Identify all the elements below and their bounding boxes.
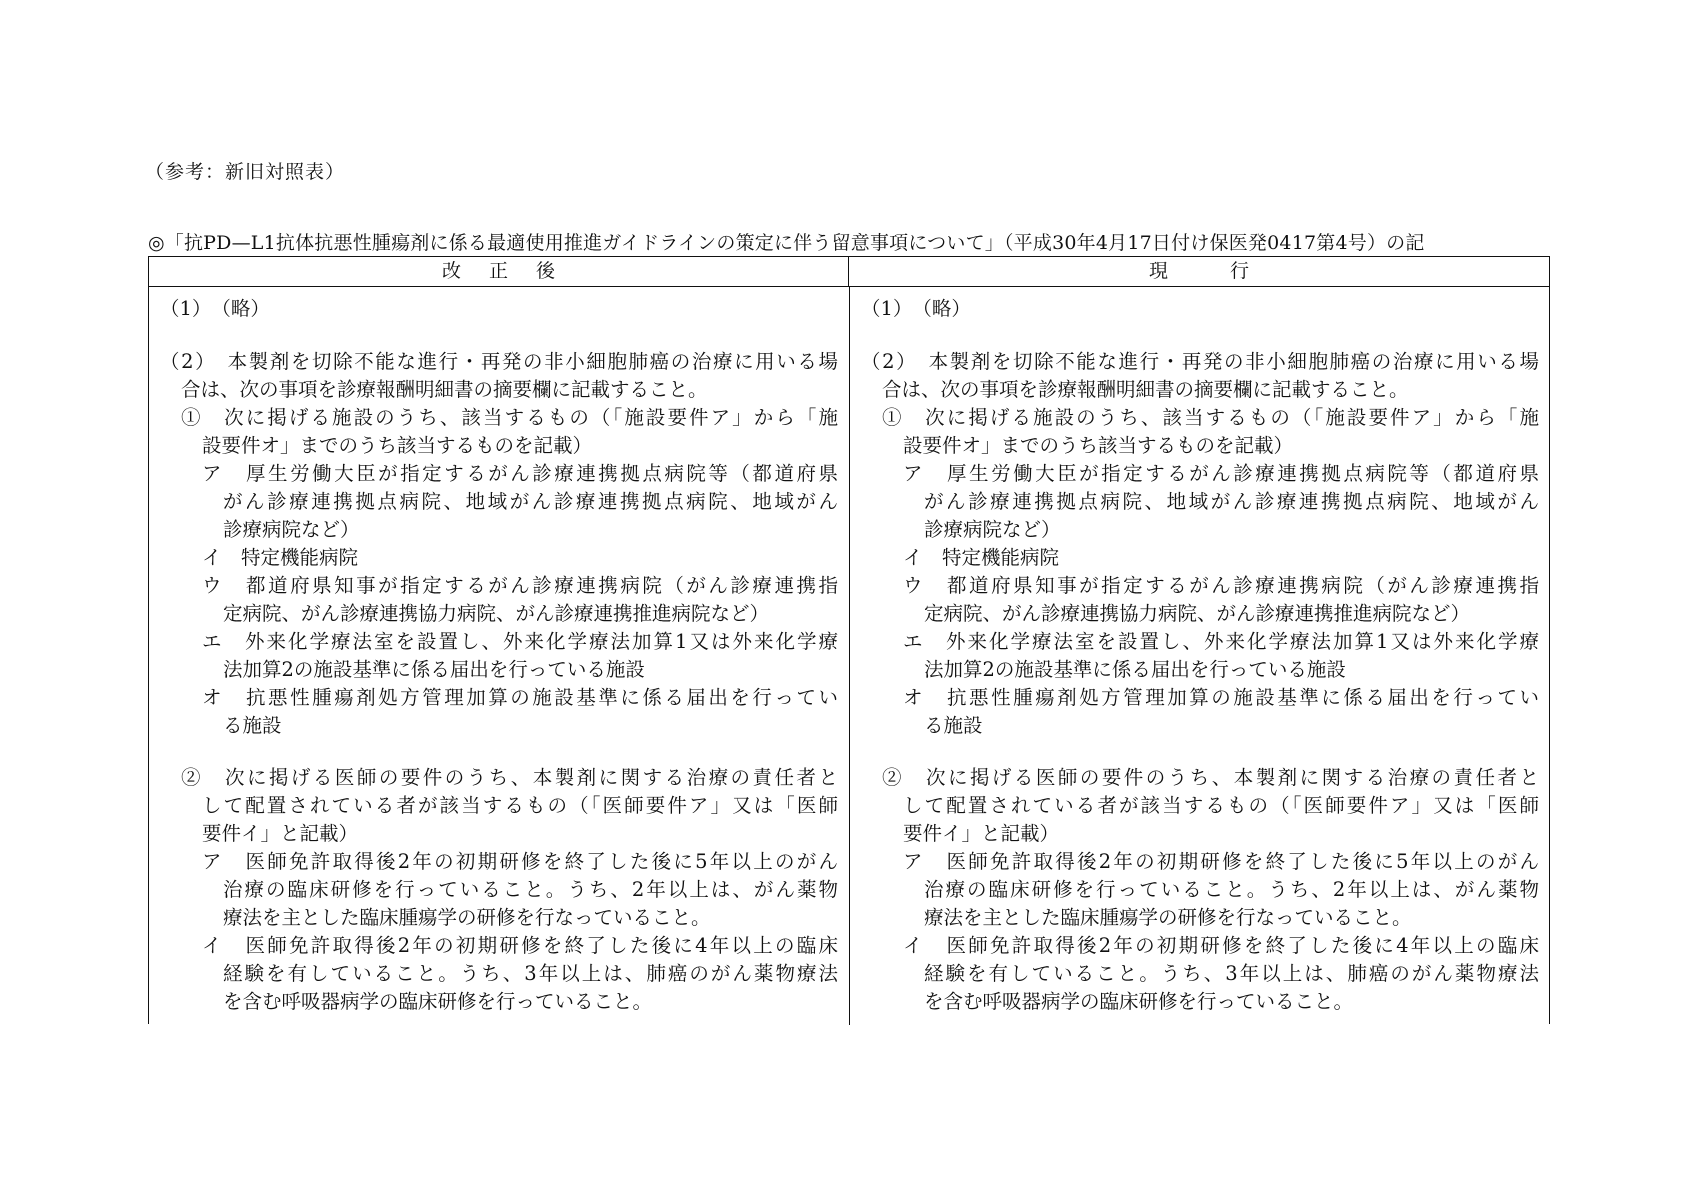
facility-req-line-1: ① 次に掲げる施設のうち、該当するもの（「施設要件ア」から「施 xyxy=(181,406,838,429)
doctor-a-line-3: 療法を主とした臨床腫瘍学の研修を行なっていること。 xyxy=(924,906,1412,929)
facility-o-line-1: オ 抗悪性腫瘍剤処方管理加算の施設基準に係る届出を行ってい xyxy=(202,686,838,709)
facility-a-line-3: 診療病院など） xyxy=(924,518,1061,541)
current-column xyxy=(850,287,1550,1025)
doctor-req-line-2: して配置されている者が該当するもの（「医師要件ア」又は「医師 xyxy=(202,794,838,817)
doctor-i-line-2: 経験を有していること。うち、3年以上は、肺癌のがん薬物療法 xyxy=(924,962,1539,985)
facility-u-line-2: 定病院、がん診療連携協力病院、がん診療連携推進病院など） xyxy=(924,602,1471,625)
doctor-req-line-3: 要件イ」と記載） xyxy=(202,822,359,845)
doctor-a-line-2: 治療の臨床研修を行っていること。うち、2年以上は、がん薬物 xyxy=(924,878,1539,901)
item-2-line-1: （2） 本製剤を切除不能な進行・再発の非小細胞肺癌の治療に用いる場 xyxy=(861,350,1539,373)
header-revised: 改正後 xyxy=(149,257,849,286)
comparison-table xyxy=(148,256,1550,1024)
doctor-req-line-1: ② 次に掲げる医師の要件のうち、本製剤に関する治療の責任者と xyxy=(882,766,1539,789)
header-current: 現行 xyxy=(1148,260,1311,282)
facility-a-line-3: 診療病院など） xyxy=(223,518,360,541)
item-1: （1） （略） xyxy=(160,297,270,320)
document-title: ◎「抗PD—L1抗体抗悪性腫瘍剤に係る最適使用推進ガイドラインの策定に伴う留意事項について」（平成30年4月17日付け保医発0417第4号）の記 xyxy=(148,232,1425,254)
facility-req-line-1: ① 次に掲げる施設のうち、該当するもの（「施設要件ア」から「施 xyxy=(882,406,1539,429)
facility-e-line-1: エ 外来化学療法室を設置し、外来化学療法加算1又は外来化学療 xyxy=(903,630,1539,653)
facility-a-line-2: がん診療連携拠点病院、地域がん診療連携拠点病院、地域がん xyxy=(223,490,838,513)
doctor-a-line-2: 治療の臨床研修を行っていること。うち、2年以上は、がん薬物 xyxy=(223,878,838,901)
facility-u-line-2: 定病院、がん診療連携協力病院、がん診療連携推進病院など） xyxy=(223,602,770,625)
facility-i-line-1: イ 特定機能病院 xyxy=(903,546,1060,569)
facility-i-line-1: イ 特定機能病院 xyxy=(202,546,359,569)
table-header-row xyxy=(149,257,1549,287)
doctor-req-line-1: ② 次に掲げる医師の要件のうち、本製剤に関する治療の責任者と xyxy=(181,766,838,789)
facility-o-line-2: る施設 xyxy=(223,714,282,737)
facility-a-line-1: ア 厚生労働大臣が指定するがん診療連携拠点病院等（都道府県 xyxy=(903,462,1539,485)
facility-a-line-2: がん診療連携拠点病院、地域がん診療連携拠点病院、地域がん xyxy=(924,490,1539,513)
reference-label: （参考：新旧対照表） xyxy=(145,161,346,183)
doctor-a-line-1: ア 医師免許取得後2年の初期研修を終了した後に5年以上のがん xyxy=(903,850,1539,873)
doctor-req-line-3: 要件イ」と記載） xyxy=(903,822,1060,845)
item-2-line-2: 合は、次の事項を診療報酬明細書の摘要欄に記載すること。 xyxy=(882,378,1409,401)
item-1: （1） （略） xyxy=(861,297,971,320)
facility-a-line-1: ア 厚生労働大臣が指定するがん診療連携拠点病院等（都道府県 xyxy=(202,462,838,485)
doctor-a-line-1: ア 医師免許取得後2年の初期研修を終了した後に5年以上のがん xyxy=(202,850,838,873)
revised-column xyxy=(149,287,849,1025)
facility-o-line-1: オ 抗悪性腫瘍剤処方管理加算の施設基準に係る届出を行ってい xyxy=(903,686,1539,709)
facility-e-line-2: 法加算2の施設基準に係る届出を行っている施設 xyxy=(924,658,1346,681)
doctor-req-line-2: して配置されている者が該当するもの（「医師要件ア」又は「医師 xyxy=(903,794,1539,817)
doctor-i-line-3: を含む呼吸器病学の臨床研修を行っていること。 xyxy=(924,990,1354,1013)
facility-e-line-2: 法加算2の施設基準に係る届出を行っている施設 xyxy=(223,658,645,681)
doctor-i-line-3: を含む呼吸器病学の臨床研修を行っていること。 xyxy=(223,990,653,1013)
item-2-line-2: 合は、次の事項を診療報酬明細書の摘要欄に記載すること。 xyxy=(181,378,708,401)
facility-req-line-2: 設要件オ」までのうち該当するものを記載） xyxy=(202,434,593,457)
facility-o-line-2: る施設 xyxy=(924,714,983,737)
facility-e-line-1: エ 外来化学療法室を設置し、外来化学療法加算1又は外来化学療 xyxy=(202,630,838,653)
doctor-i-line-1: イ 医師免許取得後2年の初期研修を終了した後に4年以上の臨床 xyxy=(202,934,838,957)
facility-u-line-1: ウ 都道府県知事が指定するがん診療連携病院（がん診療連携指 xyxy=(903,574,1539,597)
doctor-i-line-2: 経験を有していること。うち、3年以上は、肺癌のがん薬物療法 xyxy=(223,962,838,985)
doctor-a-line-3: 療法を主とした臨床腫瘍学の研修を行なっていること。 xyxy=(223,906,711,929)
doctor-i-line-1: イ 医師免許取得後2年の初期研修を終了した後に4年以上の臨床 xyxy=(903,934,1539,957)
item-2-line-1: （2） 本製剤を切除不能な進行・再発の非小細胞肺癌の治療に用いる場 xyxy=(160,350,838,373)
facility-req-line-2: 設要件オ」までのうち該当するものを記載） xyxy=(903,434,1294,457)
facility-u-line-1: ウ 都道府県知事が指定するがん診療連携病院（がん診療連携指 xyxy=(202,574,838,597)
